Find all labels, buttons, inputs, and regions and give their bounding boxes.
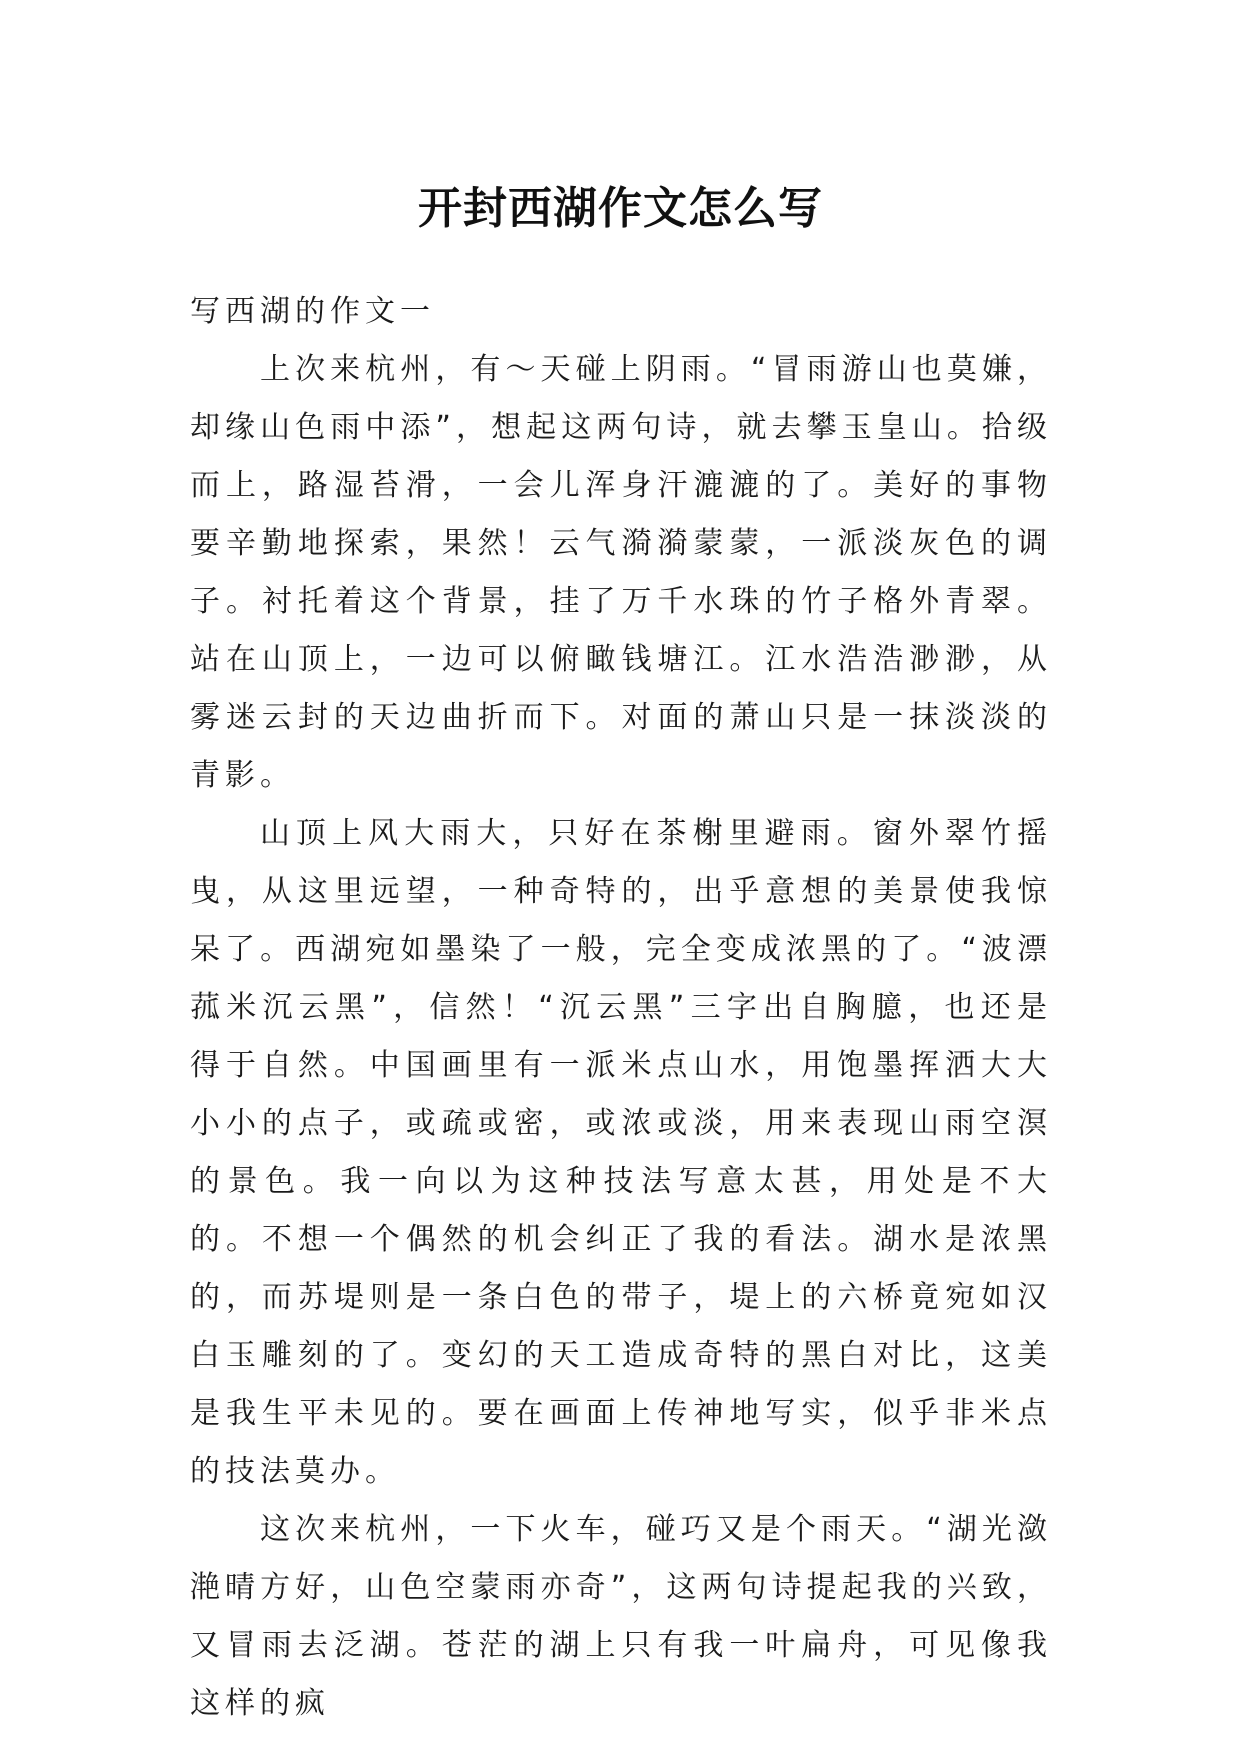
document-title: 开封西湖作文怎么写 — [418, 183, 823, 235]
section-heading: 写西湖的作文一 — [190, 294, 435, 329]
document-body — [190, 283, 1052, 1733]
paragraph-2: 山顶上风大雨大，只好在茶榭里避雨。窗外翠竹摇曳，从这里远望，一种奇特的，出乎意想的美景使我惊呆了。西湖宛如墨染了一般，完全变成浓黑的了。“波漂菰米沉云黑”，信然！“沉云黑”三字出自胸臆，也还是得于自然。中国画里有一派米点山水，用饱墨挥洒大大小小的点子，或疏或密，或浓或淡，用来表现山雨空溟的景色。我一向以为这种技法写意太甚，用处是不大的。不想一个偶然的机会纠正了我的看法。湖水是浓黑的，而苏堤则是一条白色的带子，堤上的六桥竟宛如汉白玉雕刻的了。变幻的天工造成奇特的黑白对比，这美是我生平未见的。要在画面上传神地写实，似乎非米点的技法莫办。 — [190, 816, 1052, 1489]
paragraph-3: 这次来杭州，一下火车，碰巧又是个雨天。“湖光潋滟晴方好，山色空蒙雨亦奇”，这两句诗提起我的兴致，又冒雨去泛湖。苍茫的湖上只有我一叶扁舟，可见像我这样的疯 — [190, 1512, 1052, 1721]
paragraph-1: 上次来杭州，有～天碰上阴雨。“冒雨游山也莫嫌，却缘山色雨中添”，想起这两句诗，就去攀玉皇山。拾级而上，路湿苔滑，一会儿浑身汗漉漉的了。美好的事物要辛勤地探索，果然！云气漪漪蒙蒙，一派淡灰色的调子。衬托着这个背景，挂了万千水珠的竹子格外青翠。站在山顶上，一边可以俯瞰钱塘江。江水浩浩渺渺，从雾迷云封的天边曲折而下。对面的萧山只是一抹淡淡的青影。 — [190, 352, 1052, 793]
